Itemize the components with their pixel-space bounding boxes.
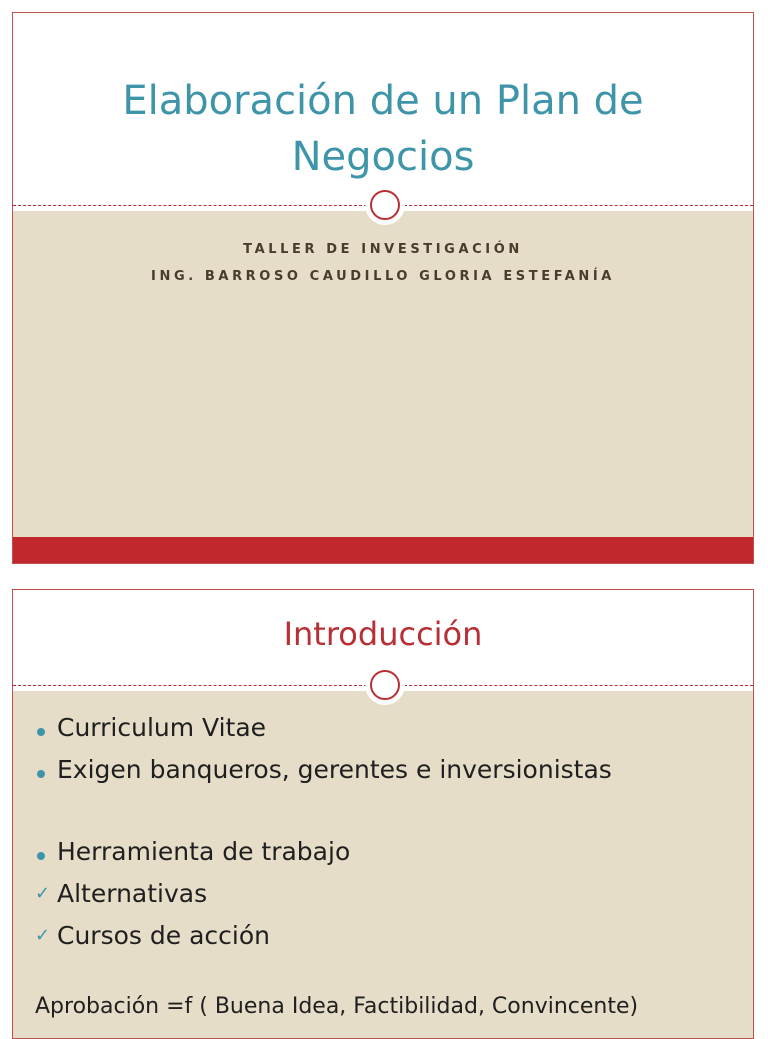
title-area [13,13,753,205]
bullet-list [35,707,743,957]
list-item [35,831,743,873]
list-item [35,707,743,749]
subtitle-area [13,211,753,537]
list-item-text: Alternativas [57,879,208,908]
title-slide [12,12,754,564]
list-item-text: Cursos de acción [57,921,270,950]
list-spacer [35,791,743,831]
list-item [35,873,743,915]
intro-slide [12,589,754,1039]
author-name: ING. BARROSO CAUDILLO GLORIA ESTEFANÍA [151,269,615,284]
ring-ornament-icon [365,185,405,225]
footer-band [13,537,753,563]
checkmark-icon: ✓ [35,883,51,904]
course-name: TALLER DE INVESTIGACIÓN [243,242,523,257]
bullet-icon [35,831,55,873]
formula-text: Aprobación =f ( Buena Idea, Factibilidad, Convincente) [35,994,639,1019]
slide-title: Introducción [283,615,483,653]
bullet-icon [35,749,55,791]
list-item-text: Exigen banqueros, gerentes e inversionistas [57,755,612,784]
slide-title-line2: Negocios [291,134,475,180]
slide-title [33,73,733,185]
bullet-icon [35,707,55,749]
list-item-text: Herramienta de trabajo [57,837,351,866]
ring-ornament-icon [365,665,405,705]
checkmark-icon: ✓ [35,925,51,946]
list-item [35,915,743,957]
slide-title-line1: Elaboración de un Plan de [122,78,644,124]
list-item-text: Curriculum Vitae [57,713,267,742]
list-item [35,749,743,791]
